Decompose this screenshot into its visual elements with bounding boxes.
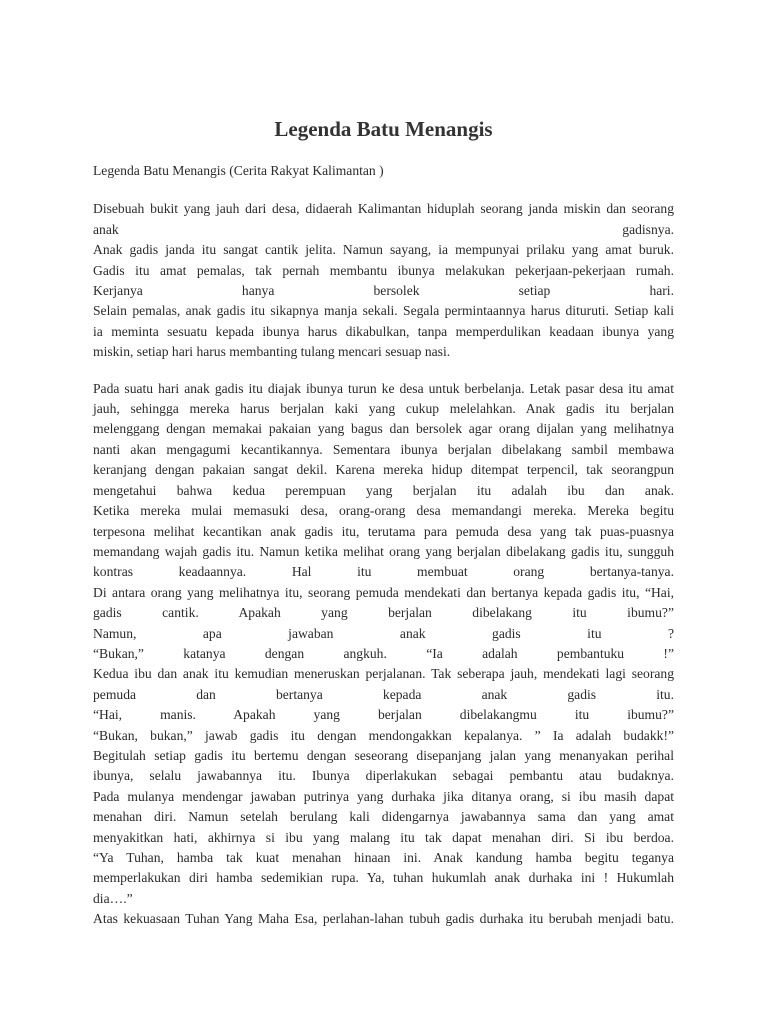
paragraph xyxy=(93,199,674,362)
text-line: terpesona melihat kecantikan anak gadis itu, terutama para pemuda desa yang tak puas-puasnya xyxy=(93,523,674,539)
text-line: keranjang dengan pakaian sangat dekil. Karena mereka hidup ditempat terpencil, tak seorangpun xyxy=(93,462,674,478)
text-line: “Bukan, bukan,” jawab gadis itu dengan mendongakkan kepalanya. ” Ia adalah budakk!” xyxy=(93,727,674,743)
paragraph xyxy=(93,379,674,930)
text-line: Gadis itu amat pemalas, tak pernah membantu ibunya melakukan pekerjaan-pekerjaan rumah. xyxy=(93,262,674,278)
text-line: memperlakukan diri hamba sedemikian rupa. Ya, tuhan hukumlah anak durhaka ini ! Hukumlah xyxy=(93,870,674,886)
text-line: Kerjanya hanya bersolek setiap hari. xyxy=(93,283,674,299)
text-line: memandang wajah gadis itu. Namun ketika melihat orang yang berjalan dibelakang gadis itu, sungguh xyxy=(93,543,674,559)
text-line: “Hai, manis. Apakah yang berjalan dibelakangmu itu ibumu?” xyxy=(93,707,674,723)
text-line: menahan diri. Namun setelah berulang kali didengarnya jawabannya sama dan yang amat xyxy=(93,809,674,825)
document-subtitle: Legenda Batu Menangis (Cerita Rakyat Kalimantan ) xyxy=(93,163,384,178)
text-line: Disebuah bukit yang jauh dari desa, didaerah Kalimantan hiduplah seorang janda miskin dan seorang xyxy=(93,201,674,217)
text-line: mengetahui bahwa kedua perempuan yang berjalan itu adalah ibu dan anak. xyxy=(93,482,674,498)
text-line: ia meminta sesuatu kepada ibunya harus dikabulkan, tanpa memperdulikan keadaan ibunya yang xyxy=(93,323,674,339)
text-line: nanti akan mengagumi kecantikannya. Sementara ibunya berjalan dibelakang sambil membawa xyxy=(93,441,674,457)
text-line: melenggang dengan memakai pakaian yang bagus dan bersolek agar orang dijalan yang melihatnya xyxy=(93,421,674,437)
text-line: Di antara orang yang melihatnya itu, seorang pemuda mendekati dan bertanya kepada gadis itu, “Hai, xyxy=(93,584,674,600)
document-page xyxy=(93,116,674,946)
text-line: Ketika mereka mulai memasuki desa, orang-orang desa memandangi mereka. Mereka begitu xyxy=(93,503,674,519)
document-body xyxy=(93,199,674,929)
text-line: jauh, sehingga mereka harus berjalan kaki yang cukup melelahkan. Anak gadis itu berjalan xyxy=(93,401,674,417)
text-line: Pada suatu hari anak gadis itu diajak ibunya turun ke desa untuk berbelanja. Letak pasar desa itu amat xyxy=(93,380,674,396)
document-title: Legenda Batu Menangis xyxy=(274,117,493,141)
text-line: anak gadisnya. xyxy=(93,221,674,237)
text-line: Pada mulanya mendengar jawaban putrinya yang durhaka jika ditanya orang, si ibu masih dapat xyxy=(93,788,674,804)
text-line: Atas kekuasaan Tuhan Yang Maha Esa, perlahan-lahan tubuh gadis durhaka itu berubah menjadi batu. xyxy=(93,911,674,927)
text-line: gadis cantik. Apakah yang berjalan dibelakang itu ibumu?” xyxy=(93,605,674,621)
text-line: dia….” xyxy=(93,890,133,906)
text-line: kontras keadaannya. Hal itu membuat orang bertanya-tanya. xyxy=(93,564,674,580)
text-line: “Bukan,” katanya dengan angkuh. “Ia adalah pembantuku !” xyxy=(93,645,674,661)
text-line: Kedua ibu dan anak itu kemudian meneruskan perjalanan. Tak seberapa jauh, mendekati lagi seorang xyxy=(93,666,674,682)
text-line: Namun, apa jawaban anak gadis itu ? xyxy=(93,625,674,641)
text-line: miskin, setiap hari harus membanting tulang mencari sesuap nasi. xyxy=(93,344,451,360)
text-line: pemuda dan bertanya kepada anak gadis itu. xyxy=(93,686,674,702)
text-line: menyakitkan hati, akhirnya si ibu yang malang itu tak dapat menahan diri. Si ibu berdoa. xyxy=(93,829,674,845)
text-line: Anak gadis janda itu sangat cantik jelita. Namun sayang, ia mempunyai prilaku yang amat buruk. xyxy=(93,242,674,258)
text-line: “Ya Tuhan, hamba tak kuat menahan hinaan ini. Anak kandung hamba begitu teganya xyxy=(93,850,674,865)
text-line: ibunya, selalu jawabannya itu. Ibunya diperlakukan sebagai pembantu atau budaknya. xyxy=(93,768,674,784)
text-line: Selain pemalas, anak gadis itu sikapnya manja sekali. Segala permintaannya harus dituruti. Setiap kali xyxy=(93,303,674,319)
text-line: Begitulah setiap gadis itu bertemu dengan seseorang disepanjang jalan yang menanyakan perihal xyxy=(93,747,674,763)
